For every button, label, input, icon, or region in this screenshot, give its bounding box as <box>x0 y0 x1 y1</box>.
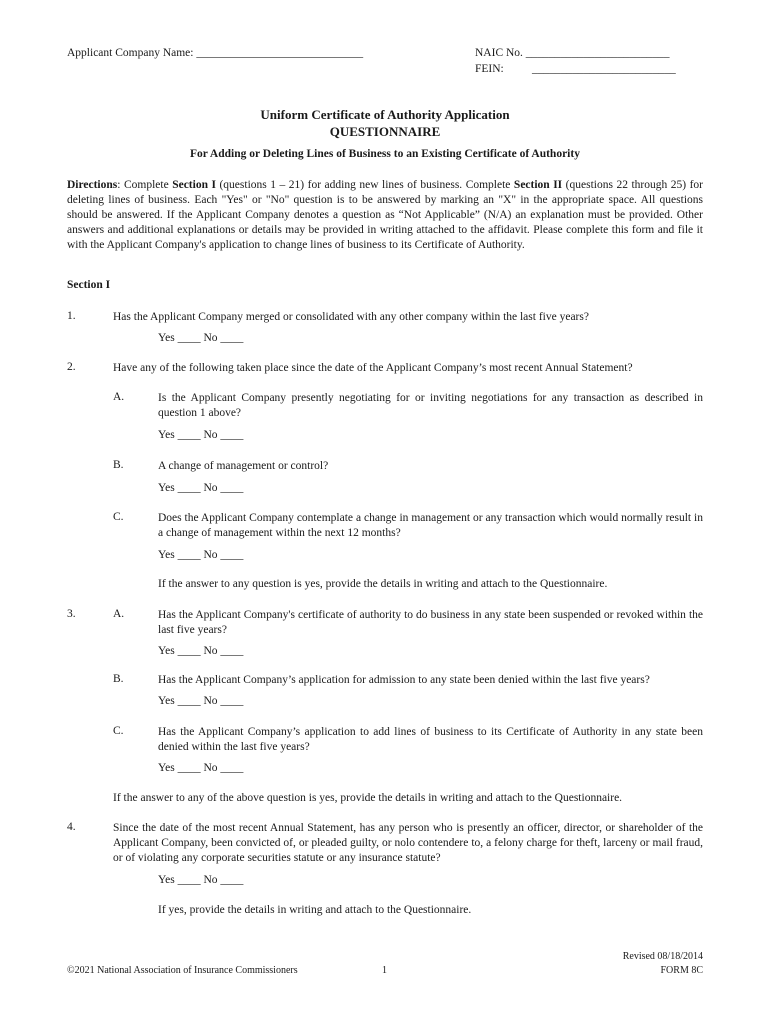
directions-label: Directions <box>67 179 118 191</box>
question-2b-text: A change of management or control? <box>158 460 329 472</box>
question-4-number: 4. <box>67 821 76 833</box>
question-2-number: 2. <box>67 361 76 373</box>
question-2-text: Have any of the following taken place since the date of the Applicant Company’s most recent Annual Statement? <box>113 362 633 374</box>
question-2b-letter: B. <box>113 459 124 471</box>
fein-field-label: FEIN: <box>475 63 504 75</box>
question-2-note: If the answer to any question is yes, provide the details in writing and attach to the Questionnaire. <box>158 578 608 590</box>
question-3c-yes-no[interactable]: Yes ____ No ____ <box>158 762 244 774</box>
question-3b-yes-no[interactable]: Yes ____ No ____ <box>158 695 244 707</box>
question-2c-letter: C. <box>113 511 124 523</box>
section-heading: Section I <box>67 279 111 291</box>
form-title: Uniform Certificate of Authority Application <box>260 107 510 122</box>
footer-copyright: ©2021 National Association of Insurance Commissioners <box>67 965 298 976</box>
question-3b-letter: B. <box>113 673 124 685</box>
question-2b-yes-no[interactable]: Yes ____ No ____ <box>158 482 244 494</box>
directions-text-2: (questions 1 – 21) for adding new lines of business. Complete <box>215 179 514 191</box>
directions-text-3: (questions 22 through 25) for deleting lines of business. Each "Yes" or "No" question is to be answered by marking an "X" in the appropriate space. All questions should be answered. If the Applicant Company denotes a question as “Not Applicable” (N/A) an explanation must be provided. Other answers and additional explanations or details may be provided in writing attached to the affidavit. Please complete this form and file it with the Applicant Company's application to change lines of business to its Certificate of Authority. <box>67 179 703 251</box>
directions-section-1-ref: Section I <box>172 179 216 191</box>
question-2c-text: Does the Applicant Company contemplate a change in management or any transaction which would normally result in a change of management within the next 12 months? <box>158 512 703 539</box>
directions-paragraph <box>67 178 703 253</box>
question-2a-letter: A. <box>113 391 125 403</box>
question-1-yes-no[interactable]: Yes ____ No ____ <box>158 332 244 344</box>
question-3-number: 3. <box>67 608 76 620</box>
footer-page-number: 1 <box>382 965 387 976</box>
directions-section-2-ref: Section II <box>513 179 563 191</box>
question-1-text: Has the Applicant Company merged or consolidated with any other company within the last five years? <box>113 311 589 323</box>
directions-text-1: : Complete <box>117 179 173 191</box>
question-3a-yes-no[interactable]: Yes ____ No ____ <box>158 645 244 657</box>
question-2a-text: Is the Applicant Company presently negotiating for or inviting negotiations for any transaction as described in question 1 above? <box>158 392 703 419</box>
question-3a-letter: A. <box>113 608 125 620</box>
question-4-text: Since the date of the most recent Annual Statement, has any person who is presently an officer, director, or shareholder of the Applicant Company, been convicted of, or pleaded guilty, or nolo contendere to, a felony charge for theft, larceny or mail fraud, or of violating any corporate securities statute or any insurance statute? <box>113 822 703 864</box>
fein-field-blank: _________________________ <box>532 63 676 75</box>
footer-revised-date: Revised 08/18/2014 <box>622 951 703 962</box>
question-3c-letter: C. <box>113 725 124 737</box>
footer-form-number: FORM 8C <box>660 965 703 976</box>
form-subtitle-questionnaire: QUESTIONNAIRE <box>329 124 441 139</box>
question-3c-text: Has the Applicant Company’s application to add lines of business to its Certificate of Authority in any state been denied within the last five years? <box>158 726 703 753</box>
form-purpose-subtitle: For Adding or Deleting Lines of Business to an Existing Certificate of Authority <box>190 148 580 160</box>
question-1-number: 1. <box>67 310 76 322</box>
question-4-yes-no[interactable]: Yes ____ No ____ <box>158 874 244 886</box>
question-4-note: If yes, provide the details in writing and attach to the Questionnaire. <box>158 904 472 916</box>
question-2c-yes-no[interactable]: Yes ____ No ____ <box>158 549 244 561</box>
company-name-field-label: Applicant Company Name: _____________________________ <box>67 47 364 59</box>
question-3a-text: Has the Applicant Company's certificate of authority to do business in any state been suspended or revoked within the last five years? <box>158 609 703 636</box>
naic-number-field-label: NAIC No. _________________________ <box>475 47 670 59</box>
question-3b-text: Has the Applicant Company’s application for admission to any state been denied within the last five years? <box>158 674 650 686</box>
question-3-note: If the answer to any of the above question is yes, provide the details in writing and attach to the Questionnaire. <box>113 792 623 804</box>
question-2a-yes-no[interactable]: Yes ____ No ____ <box>158 429 244 441</box>
